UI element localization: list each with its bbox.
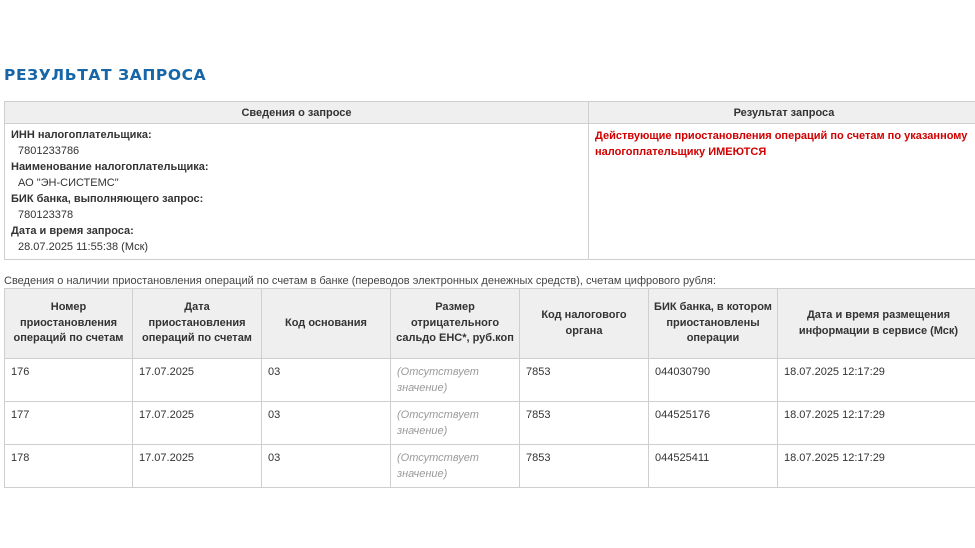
column-header-date: Дата приостановления операций по счетам	[133, 289, 262, 359]
cell-posted-datetime: 18.07.2025 12:17:29	[778, 445, 975, 488]
column-header-tax-authority-code: Код налогового органа	[520, 289, 649, 359]
bank-bik-label: БИК банка, выполняющего запрос:	[11, 193, 204, 205]
table-row	[5, 359, 975, 402]
column-header-basis-code: Код основания	[262, 289, 391, 359]
request-info-header: Сведения о запросе	[5, 102, 589, 124]
section-caption: Сведения о наличии приостановления операций по счетам в банке (переводов электронных денежных средств), счетам цифрового рубля:	[4, 275, 716, 287]
table-row	[5, 402, 975, 445]
cell-negative-balance: (Отсутствует значение)	[391, 359, 520, 402]
request-datetime-label: Дата и время запроса:	[11, 225, 134, 237]
request-result-header: Результат запроса	[589, 102, 975, 124]
bank-bik-value: 780123378	[18, 209, 74, 221]
request-datetime-value: 28.07.2025 11:55:38 (Мск)	[18, 241, 149, 253]
cell-posted-datetime: 18.07.2025 12:17:29	[778, 402, 975, 445]
request-info-table	[4, 101, 975, 260]
cell-negative-balance: (Отсутствует значение)	[391, 445, 520, 488]
suspension-operations-table	[4, 288, 975, 488]
cell-date: 17.07.2025	[133, 359, 262, 402]
column-header-negative-balance: Размер отрицательного сальдо ЕНС*, руб.коп	[391, 289, 520, 359]
request-result-cell	[589, 124, 975, 260]
inn-value: 7801233786	[18, 145, 80, 157]
taxpayer-name-label: Наименование налогоплательщика:	[11, 161, 209, 173]
cell-posted-datetime: 18.07.2025 12:17:29	[778, 359, 975, 402]
request-info-cell	[5, 124, 589, 260]
request-result-text: Действующие приостановления операций по счетам по указанному налогоплательщику ИМЕЮТСЯ	[595, 130, 968, 158]
page-title: РЕЗУЛЬТАТ ЗАПРОСА	[4, 66, 207, 84]
taxpayer-name-value: АО "ЭН-СИСТЕМС"	[18, 177, 119, 189]
cell-tax-authority-code: 7853	[520, 402, 649, 445]
cell-negative-balance: (Отсутствует значение)	[391, 402, 520, 445]
column-header-number: Номер приостановления операций по счетам	[5, 289, 133, 359]
table-header-row	[5, 289, 975, 359]
cell-basis-code: 03	[262, 359, 391, 402]
table-row	[5, 445, 975, 488]
cell-number: 178	[5, 445, 133, 488]
cell-bank-bik: 044030790	[649, 359, 778, 402]
column-header-posted-datetime: Дата и время размещения информации в сервисе (Мск)	[778, 289, 975, 359]
cell-number: 176	[5, 359, 133, 402]
cell-bank-bik: 044525411	[649, 445, 778, 488]
cell-tax-authority-code: 7853	[520, 359, 649, 402]
inn-label: ИНН налогоплательщика:	[11, 129, 152, 141]
cell-tax-authority-code: 7853	[520, 445, 649, 488]
cell-number: 177	[5, 402, 133, 445]
cell-bank-bik: 044525176	[649, 402, 778, 445]
cell-basis-code: 03	[262, 402, 391, 445]
column-header-bank-bik: БИК банка, в котором приостановлены операции	[649, 289, 778, 359]
cell-date: 17.07.2025	[133, 445, 262, 488]
cell-basis-code: 03	[262, 445, 391, 488]
cell-date: 17.07.2025	[133, 402, 262, 445]
